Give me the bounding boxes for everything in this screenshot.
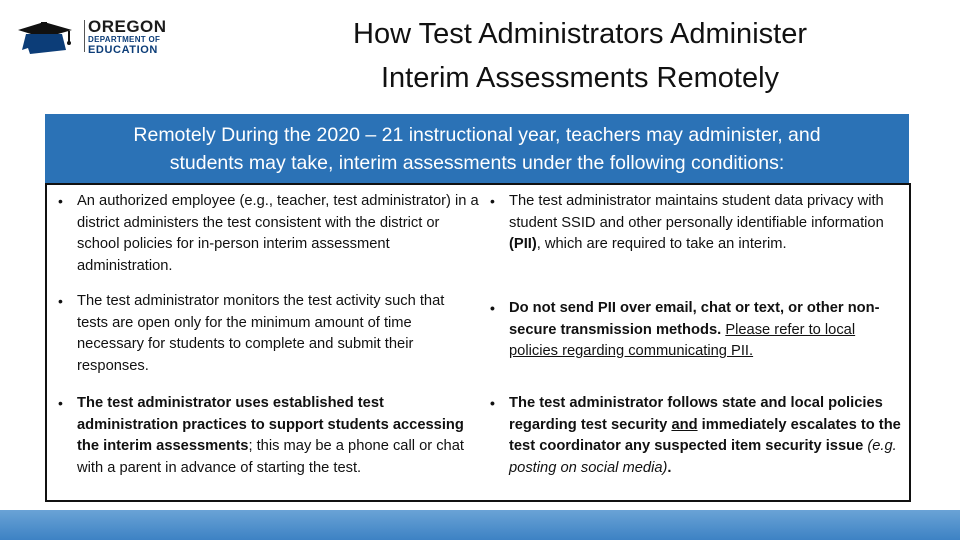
condition-example: (e.g. posting on social media) [509,438,897,476]
title-line-1: How Test Administrators Administer [353,18,807,50]
condition-text-end: ; this may be a phone call or chat with a parent in advance of starting the test. [77,438,464,476]
logo-divider [84,20,85,52]
title-line-2: Interim Assessments Remotely [380,62,780,94]
oregon-education-logo [14,18,174,56]
condition-text-mid: immediately escalates to the test coordinator any suspected item security issue [509,416,901,454]
logo-education: EDUCATION [88,44,158,56]
banner-line-1: Remotely During the 2020 – 21 instructional year, teachers may administer, and [133,124,821,146]
list-item [479,298,907,363]
graduation-cap-state-icon [14,20,78,56]
condition-period: . [667,459,672,476]
condition-text-end: , which are required to take an interim. [536,236,787,252]
condition-test-security [479,393,907,479]
condition-monitor-activity [47,291,479,377]
condition-data-privacy [479,191,907,256]
condition-text: The test administrator uses established test administration practices to support students accessing the interim assessments [77,395,464,454]
condition-text: The test administrator maintains student data privacy with student SSID and other personally identifiable information [509,193,884,231]
condition-text: An authorized employee (e.g., teacher, test administrator) in a district administers the test consistent with the district or school policies for in-person interim assessment administration. [77,193,479,274]
list-item [47,291,479,377]
list-item [479,191,907,256]
logo-department: DEPARTMENT OF [88,35,161,44]
conditions-grid [45,183,911,502]
page-title [270,12,890,100]
condition-and: and [671,416,698,433]
footer-bar [0,510,960,540]
condition-authorized-employee [47,191,479,277]
condition-no-pii [479,298,907,363]
conditions-banner [45,114,909,184]
logo-wordmark [88,18,167,55]
condition-text: The test administrator monitors the test activity such that tests are open only for the minimum amount of time necessary for students to complete and submit their responses. [77,293,445,374]
list-item [47,191,479,277]
condition-text: Do not send PII over email, chat or text, or other non-secure transmission methods. [509,300,880,338]
condition-text: The test administrator follows state and local policies regarding test security [509,395,883,433]
logo-oregon: OREGON [88,17,167,36]
condition-pii-abbrev: (PII) [509,236,537,252]
condition-support-students [47,393,479,479]
local-policies-link: Please refer to local policies regarding communicating PII. [509,321,856,359]
list-item [47,393,479,479]
list-item [479,393,907,479]
banner-line-2: students may take, interim assessments under the following conditions: [169,152,785,174]
